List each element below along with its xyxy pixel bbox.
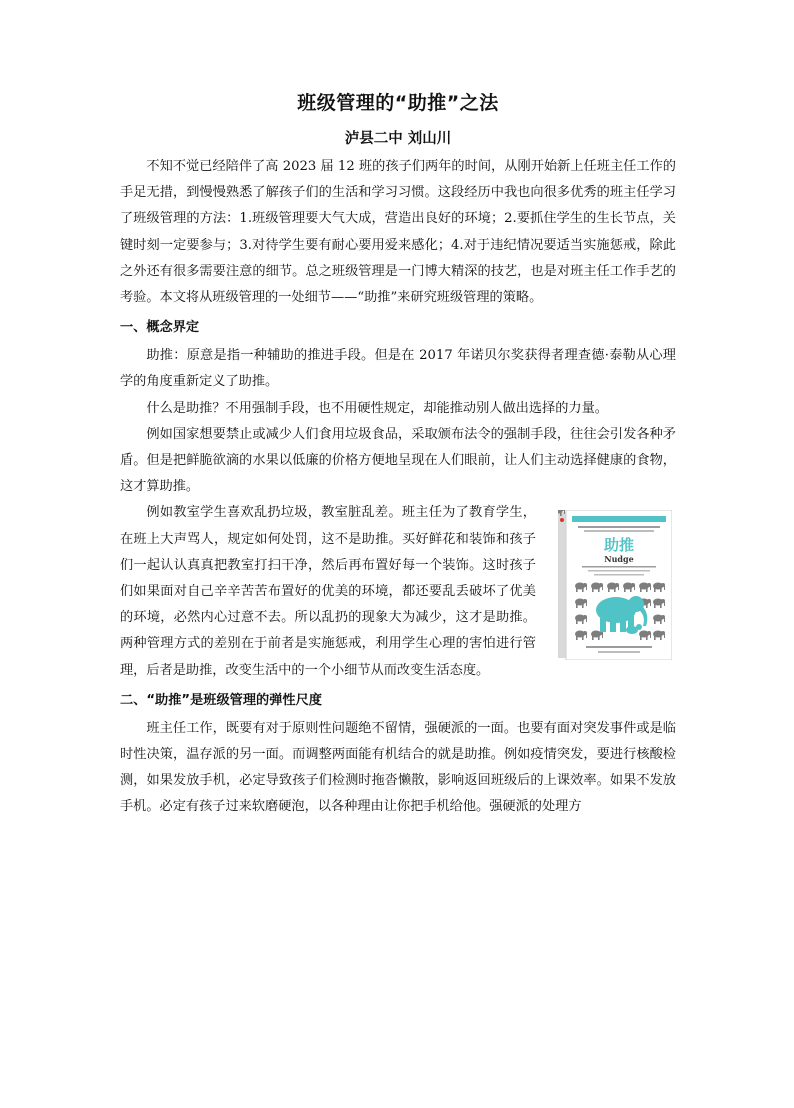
book-cover-figure — [548, 510, 676, 660]
nudge-book-cover-image — [558, 510, 672, 660]
section-heading-1: 一、概念界定 — [120, 320, 200, 336]
paragraph: 什么是助推？不用强制手段，也不用硬性规定，却能推动别人做出选择的力量。 — [146, 400, 608, 416]
book-cover-illustration — [558, 510, 672, 660]
document-page — [120, 88, 676, 821]
author-line: 泸县二中 刘山川 — [344, 131, 452, 147]
document-title: 班级管理的“助推”之法 — [297, 92, 499, 114]
section-heading-2: 二、“助推”是班级管理的弹性尺度 — [120, 692, 322, 708]
book-title-en: Nudge — [604, 554, 634, 565]
paragraph: 班主任工作，既要有对于原则性问题绝不留情，强硬派的一面。也要有面对突发事件或是临时性决策，温存派的另一面。而调整两面能有机结合的就是助推。例如疫情突发，要进行核酸检测，如果发放手机，必定导致孩子们检测时拖沓懒散，影响返回班级后的上课效率。如果不发放手机。必定有孩子过来软磨硬泡，以各种理由让你把手机给他。强硬派的处理方 — [120, 720, 676, 815]
book-title-cn: 助推 — [603, 536, 635, 555]
paragraph: 例如教室学生喜欢乱扔垃圾，教室脏乱差。班主任为了教育学生，在班上大声骂人，规定如何处罚，这不是助推。买好鲜花和装饰和孩子们一起认认真真把教室打扫干净，然后再布置好每一个装饰。这时孩子们如果面对自己辛辛苦苦布置好的优美的环境，都还要乱丢破坏了优美的环境，必然内心过意不去。所以乱扔的现象大为减少，这才是助推。两种管理方式的差别在于前者是实施惩戒，利用学生心理的害怕进行管理，后者是助推，改变生活中的一个小细节从而改变生活态度。 — [120, 505, 536, 678]
paragraph: 助推：原意是指一种辅助的推进手段。但是在 2017 年诺贝尔奖获得者理查德·泰勒从心理学的角度重新定义了助推。 — [120, 348, 676, 390]
intro-paragraph: 不知不觉已经陪伴了高 2023 届 12 班的孩子们两年的时间，从刚开始新上任班主任工作的手足无措，到慢慢熟悉了解孩子们的生活和学习习惯。这段经历中我也向很多优秀的班主任学习了班级管理的方法：1.班级管理要大气大成，营造出良好的环境；2.要抓住学生的生长节点，关键时刻一定要参与；3.对待学生要有耐心要用爱来感化；4.对于违纪情况要适当实施惩戒，除此之外还有很多需要注意的细节。总之班级管理是一门博大精深的技艺，也是对班主任工作手艺的考验。本文将从班级管理的一处细节——“助推”来研究班级管理的策略。 — [120, 159, 676, 306]
paragraph: 例如国家想要禁止或减少人们食用垃圾食品，采取颁布法令的强制手段，往往会引发各种矛盾。但是把鲜脆欲滴的水果以低廉的价格方便地呈现在人们眼前，让人们主动选择健康的食物，这才算助推。 — [120, 426, 676, 495]
